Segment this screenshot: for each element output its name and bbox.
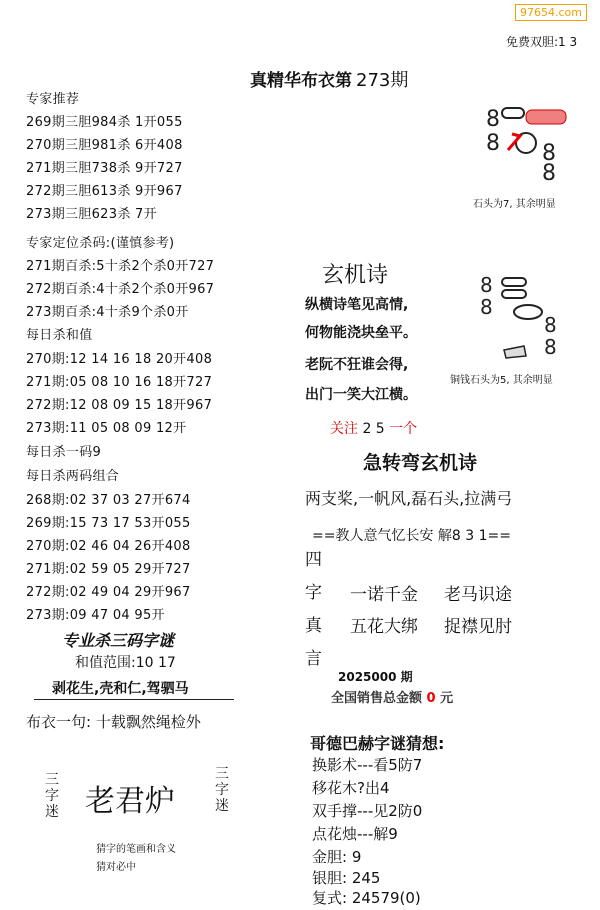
idiom: 一诺千金 [350,585,418,605]
daily-sum-row: 271期:05 08 10 16 18开727 [26,375,213,390]
vert-char: 字 [45,788,59,804]
page-title [250,66,408,92]
coin-sketch-image [478,270,578,365]
title-prefix: 真精华布衣第 [250,71,352,91]
sales-total [331,687,453,706]
daily-two-row: 269期:15 73 17 53开055 [26,516,191,531]
sum-range: 和值范围:10 17 [75,655,176,671]
goethe-row: 复式: 24579(0) [312,889,421,907]
daily-two-row: 271期:02 59 05 29开727 [26,562,191,577]
daily-sum-heading: 每日杀和值 [26,328,93,343]
focus-numbers: 2 5 [362,421,385,437]
stone-caption: 石头为7, 其余明显 [473,199,556,210]
position-kill-row: 273期百杀:4十杀9个杀0开 [26,305,189,320]
coin-caption: 铜钱石头为5, 其余明显 [450,375,553,386]
jiaoren-line: ==教人意气忆长安 解8 3 1== [312,528,511,544]
idiom: 五花大绑 [350,617,418,637]
four-char-label: 真 [305,616,322,636]
vert-char: 三 [215,766,229,782]
four-char-label: 言 [305,649,322,669]
focus-suffix: 一个 [389,421,418,437]
svg-text:8: 8 [542,161,556,186]
poem-line: 何物能浇块垒平。 [305,325,417,341]
xuanji-title: 玄机诗 [322,263,389,288]
divider [34,699,234,700]
expert-row: 269期三胆984杀 1开055 [26,115,183,130]
site-watermark[interactable]: 97654.com [515,4,587,21]
svg-text:8: 8 [480,295,493,319]
svg-text:8: 8 [544,335,557,359]
goethe-row: 双手撑---见2防0 [312,802,423,820]
focus-label: 关注 [330,421,358,437]
riddle-hint: 猜字的笔画和含义 [96,844,176,855]
buyi-sentence: 布衣一句: 十载飘然绳检外 [26,713,201,731]
poem-line: 纵横诗笔见高情, [305,297,409,313]
svg-text:8: 8 [542,141,556,166]
turn-poem-title: 急转弯玄机诗 [363,452,478,474]
daily-two-row: 273期:09 47 04 95开 [26,608,165,623]
vert-char: 字 [215,782,229,798]
pro-riddle: 剥花生,壳和仁,驾驷马 [52,681,189,697]
sales-label: 全国销售总金额 [331,691,423,706]
riddle-hint: 猜对必中 [96,862,136,873]
riddle-vertical-left [44,772,60,820]
goethe-row: 银胆: 245 [312,869,381,887]
title-issue: 273期 [356,70,409,91]
expert-row: 273期三胆623杀 7开 [26,207,157,222]
four-char-label: 字 [305,583,322,603]
idiom: 捉襟见肘 [444,617,512,637]
daily-two-row: 270期:02 46 04 26开408 [26,539,191,554]
goethe-row: 金胆: 9 [312,848,362,866]
free-double-text: 免费双胆:1 3 [506,35,578,49]
riddle-answer: 老君炉 [85,784,175,819]
goethe-row: 点花烛---解9 [312,825,398,843]
sales-amount: 0 [426,691,436,706]
position-kill-heading: 专家定位杀码:(谨慎参考) [26,236,175,251]
idiom: 老马识途 [444,585,512,605]
expert-row: 272期三胆613杀 9开967 [26,184,183,199]
svg-text:8: 8 [480,273,493,297]
svg-text:8: 8 [544,313,557,337]
position-kill-row: 271期百杀:5十杀2个杀0开727 [26,259,215,274]
four-char-label: 四 [305,550,322,570]
expert-heading: 专家推荐 [26,92,80,107]
focus-line [330,418,417,438]
turn-poem-line: 两支桨,一帆风,磊石头,拉满弓 [305,489,513,508]
daily-two-row: 272期:02 49 04 29开967 [26,585,191,600]
svg-text:8: 8 [486,107,500,132]
daily-two-heading: 每日杀两码组合 [26,469,120,484]
sales-issue: 2025000 期 [338,670,413,684]
daily-sum-row: 273期:11 05 08 09 12开 [26,421,187,436]
goethe-row: 移花木?出4 [312,779,390,797]
daily-one-code: 每日杀一码9 [26,445,102,460]
daily-sum-row: 272期:12 08 09 15 18开967 [26,398,213,413]
goethe-row: 换影术---看5防7 [312,756,423,774]
daily-two-row: 268期:02 37 03 27开674 [26,493,191,508]
vert-char: 迷 [45,804,59,820]
stone-sketch-image [468,100,588,190]
pro-kill-title: 专业杀三码字谜 [62,631,175,650]
position-kill-row: 272期百杀:4十杀2个杀0开967 [26,282,215,297]
riddle-vertical-right [214,766,230,814]
expert-row: 270期三胆981杀 6开408 [26,138,183,153]
vert-char: 三 [45,772,59,788]
sales-unit: 元 [440,691,454,706]
poem-line: 出门一笑大江横。 [305,387,417,403]
vert-char: 迷 [215,798,229,814]
svg-text:8: 8 [486,131,500,156]
poem-line: 老阮不狂谁会得, [305,357,409,373]
goethe-title: 哥德巴赫字谜猜想: [310,734,445,753]
expert-row: 271期三胆738杀 9开727 [26,161,183,176]
daily-sum-row: 270期:12 14 16 18 20开408 [26,352,213,367]
